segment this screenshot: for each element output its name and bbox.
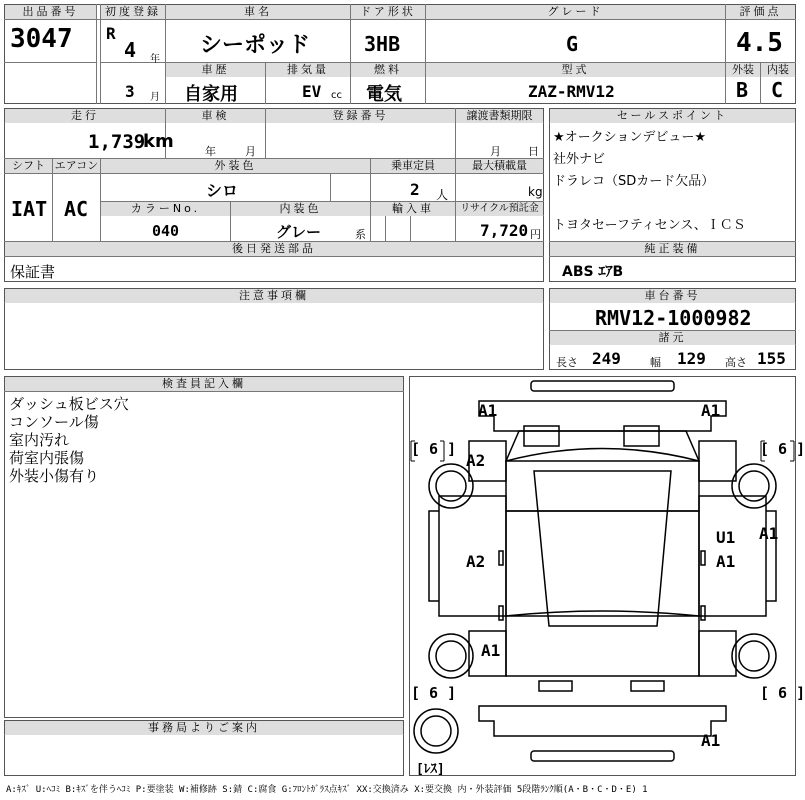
reg-month: 3: [125, 82, 135, 101]
inspection-label: 車検: [166, 109, 265, 123]
transfer-month-unit: 月: [490, 145, 501, 158]
front-bumper-shape: [531, 381, 674, 391]
max-load-label: 最大積載量: [456, 159, 543, 173]
transfer-label: 譲渡書類期限: [456, 109, 543, 123]
import-label: 輸入車: [371, 202, 455, 216]
sales-point: 社外ナビ: [553, 152, 606, 167]
inspection-year-unit: 年: [205, 145, 216, 158]
sales-point: ドラレコ（SDカード欠品）: [553, 174, 715, 189]
length-label: 長さ: [556, 356, 578, 369]
era: R: [106, 24, 116, 43]
later-parts-label: 後日発送部品: [5, 242, 543, 256]
car-diagram: [409, 376, 796, 776]
damage-hood: A2: [466, 451, 486, 470]
length-value: 249: [592, 349, 621, 368]
tire-mark-rear-right: [ 6 ]: [760, 684, 805, 702]
inspection-month-unit: 月: [245, 145, 256, 158]
int-color-label: 内装色: [231, 202, 370, 216]
inspector-notes: [9, 395, 129, 485]
damage-right-a: A1: [716, 552, 736, 571]
history-label: 車歴: [166, 63, 265, 77]
fuel-label: 燃料: [351, 63, 425, 77]
ext-color: シロ: [206, 181, 239, 200]
shift: IAT: [11, 197, 48, 221]
genuine-label: 純正装備: [550, 242, 795, 256]
int-color: グレー: [276, 223, 322, 241]
front-panel-shape: [479, 401, 726, 431]
inspector-line: 荷室内張傷: [9, 449, 85, 467]
damage-right-u: U1: [716, 528, 736, 547]
sales-points-list: [553, 127, 793, 237]
exterior-label: 外装: [726, 63, 760, 77]
model: ZAZ-RMV12: [528, 82, 615, 101]
displacement-unit: cc: [331, 90, 342, 101]
width-value: 129: [677, 349, 706, 368]
damage-right-edge: A1: [759, 524, 779, 543]
door-type: 3HB: [364, 32, 401, 56]
sales-point: トヨタセーフティセンス、ＩＣＳ: [553, 218, 746, 233]
inspector-line: コンソール傷: [9, 413, 99, 431]
interior-grade: C: [771, 78, 784, 102]
displacement-label: 排気量: [266, 63, 350, 77]
tire-mark-front-right: [ 6 ]: [760, 440, 805, 458]
ac-label: エアコン: [54, 159, 99, 172]
model-label: 型式: [426, 63, 725, 77]
damage-left-door: A2: [466, 552, 486, 571]
grade-label: グレード: [426, 5, 725, 19]
car-name-label: 車名: [166, 5, 350, 19]
grade: G: [566, 32, 579, 56]
door-label: ドア形状: [351, 5, 425, 19]
damage-front-left: A1: [478, 401, 498, 420]
tire-mark-rear-left: [ 6 ]: [411, 684, 457, 702]
capacity: 2: [410, 180, 420, 199]
notes-label: 注意事項欄: [5, 289, 543, 303]
mileage-label: 走行: [5, 109, 165, 123]
score-label: 評価点: [726, 5, 795, 19]
inspector-line: 室内汚れ: [9, 431, 70, 449]
inspector-label: 検査員記入欄: [5, 377, 403, 391]
chassis-number: RMV12-1000982: [595, 306, 752, 330]
chassis-label: 車台番号: [550, 289, 795, 303]
month-unit: 月: [150, 92, 160, 103]
history: 自家用: [184, 84, 238, 105]
first-reg-label: 初度登録: [101, 5, 165, 19]
tire-mark-front-left: [ 6 ]: [411, 440, 457, 458]
capacity-unit: 人: [436, 188, 449, 202]
color-no-label: カラーNo.: [101, 202, 230, 216]
score: 4.5: [736, 28, 783, 58]
shift-label: シフト: [5, 159, 52, 173]
lot-number: 3047: [10, 24, 73, 54]
reg-number-label: 登録番号: [266, 109, 455, 123]
height-label: 高さ: [725, 356, 747, 369]
capacity-label: 乗車定員: [371, 159, 455, 173]
reg-year: 4: [124, 38, 137, 62]
damage-rear-left: A1: [481, 641, 501, 660]
rear-panel-shape: [479, 706, 726, 736]
dims-label: 諸元: [550, 331, 795, 345]
inspector-line: 外装小傷有り: [9, 467, 100, 485]
interior-label: 内装: [761, 63, 795, 77]
int-color-suffix: 系: [355, 228, 366, 241]
lot-number-label: 出品番号: [5, 5, 96, 19]
year-unit: 年: [150, 54, 160, 65]
transfer-day-unit: 日: [528, 145, 539, 158]
damage-rear-right: A1: [701, 731, 721, 750]
sales-point: [553, 193, 793, 215]
spare-tire-mark: [ﾚｽ]: [416, 762, 445, 777]
damage-front-right: A1: [701, 401, 721, 420]
max-load-unit: kg: [528, 185, 543, 199]
mileage-unit: km: [143, 131, 174, 152]
office-label: 事務局よりご案内: [5, 721, 403, 735]
genuine-equipment: ABS ｴｱB: [562, 264, 624, 280]
recycle-unit: 円: [530, 228, 541, 241]
sales-point: ★オークションデビュー★: [553, 130, 707, 145]
rear-bumper-shape: [531, 751, 674, 761]
mileage: 1,739: [88, 131, 146, 153]
recycle-label: リサイクル預託金: [456, 202, 543, 216]
color-no: 040: [152, 222, 180, 240]
width-label: 幅: [650, 356, 661, 369]
ac: AC: [64, 197, 89, 221]
ext-color-label: 外装色: [101, 159, 370, 173]
exterior-grade: B: [736, 78, 749, 102]
recycle: 7,720: [480, 221, 529, 240]
height-value: 155: [757, 349, 786, 368]
inspector-line: ダッシュ板ビス穴: [9, 395, 129, 413]
fuel: 電気: [366, 84, 402, 105]
displacement: EV: [302, 82, 322, 101]
later-parts: 保証書: [10, 263, 56, 281]
damage-legend: A:ｷｽﾞ U:ﾍｺﾐ B:ｷｽﾞを伴うﾍｺﾐ P:要塗装 W:補修跡 S:錆 C:腐食 G:ﾌﾛﾝﾄｶﾞﾗｽ点ｷｽﾞ XX:交換済み X:要交換 内・外装評価 5段階ﾗﾝｸ順(A・B・C・D・E) 1: [6, 785, 648, 795]
car-name: シーポッド: [200, 33, 311, 58]
sales-points-label: セールスポイント: [550, 109, 795, 123]
